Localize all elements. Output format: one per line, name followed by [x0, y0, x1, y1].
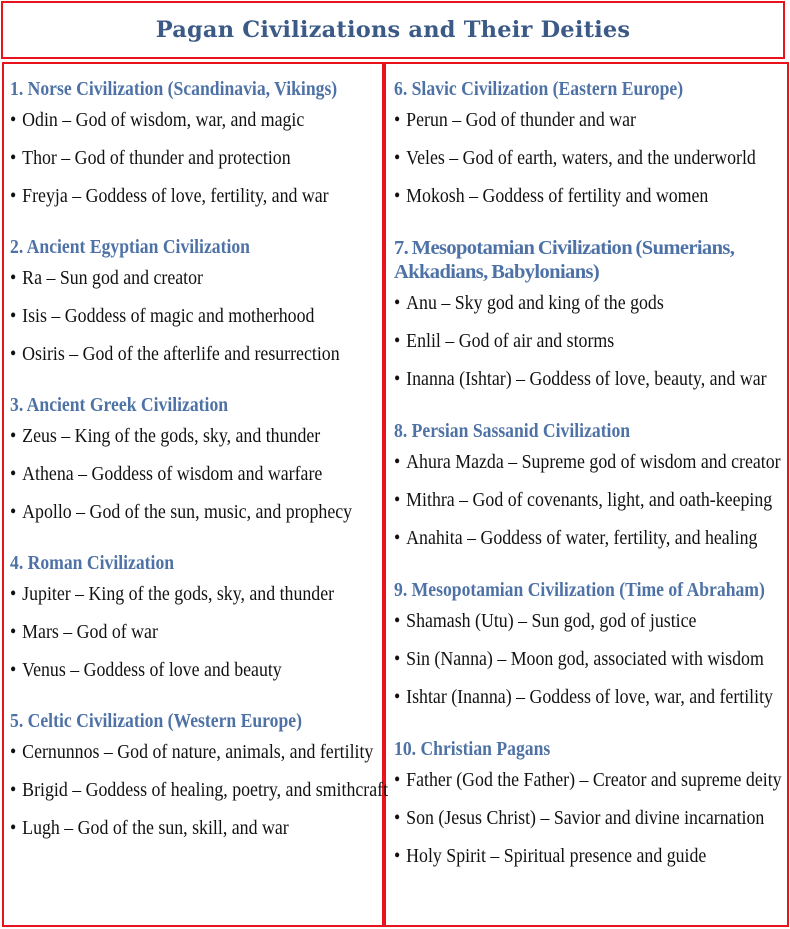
list-item — [394, 177, 737, 215]
section-heading: 8. Persian Sassanid Civilization — [394, 420, 631, 442]
list-item — [394, 640, 764, 678]
bullet-icon: • — [10, 343, 17, 365]
deity-text: Holy Spirit – Spiritual presence and guide — [406, 845, 707, 867]
bullet-icon: • — [394, 292, 401, 314]
list-item — [10, 733, 374, 771]
deity-list — [10, 417, 382, 531]
section-heading: 6. Slavic Civilization (Eastern Europe) — [394, 78, 684, 100]
list-item — [10, 613, 334, 651]
list-item — [10, 177, 334, 215]
list-item — [394, 322, 737, 360]
deity-text: Veles – God of earth, waters, and the underworld — [406, 147, 756, 169]
list-item — [10, 809, 334, 847]
list-item — [394, 443, 781, 481]
bullet-icon: • — [10, 109, 17, 131]
deity-text: Zeus – King of the gods, sky, and thunder — [22, 425, 321, 447]
deity-list — [394, 443, 788, 557]
civilization-section — [394, 236, 788, 398]
deity-list — [394, 284, 788, 398]
deity-text: Brigid – Goddess of healing, poetry, and smithcraft — [22, 779, 389, 801]
bullet-icon: • — [10, 147, 17, 169]
deity-text: Son (Jesus Christ) – Savior and divine incarnation — [406, 807, 765, 829]
deity-text: Athena – Goddess of wisdom and warfare — [22, 463, 323, 485]
deity-list — [10, 101, 382, 215]
bullet-icon: • — [10, 779, 17, 801]
deity-text: Freyja – Goddess of love, fertility, and war — [22, 185, 329, 207]
list-item — [10, 771, 389, 809]
bullet-icon: • — [394, 610, 401, 632]
section-heading: 4. Roman Civilization — [10, 552, 175, 574]
section-heading: 1. Norse Civilization (Scandinavia, Vikings) — [10, 78, 338, 100]
list-item — [10, 575, 334, 613]
bullet-icon: • — [394, 845, 401, 867]
deity-list — [10, 259, 382, 373]
list-item — [10, 455, 334, 493]
bullet-icon: • — [10, 185, 17, 207]
civilization-section — [394, 77, 788, 215]
deity-text: Thor – God of thunder and protection — [22, 147, 291, 169]
list-item — [10, 493, 353, 531]
deity-text: Osiris – God of the afterlife and resurrection — [22, 343, 340, 365]
bullet-icon: • — [394, 368, 401, 390]
bullet-icon: • — [394, 769, 401, 791]
civilization-section — [394, 419, 788, 557]
deity-text: Venus – Goddess of love and beauty — [22, 659, 282, 681]
deity-text: Isis – Goddess of magic and motherhood — [22, 305, 315, 327]
deity-list — [10, 575, 382, 689]
list-item — [394, 481, 773, 519]
bullet-icon: • — [394, 147, 401, 169]
title-banner — [1, 1, 785, 59]
deity-text: Ahura Mazda – Supreme god of wisdom and creator — [406, 451, 781, 473]
bullet-icon: • — [10, 501, 17, 523]
deity-text: Lugh – God of the sun, skill, and war — [22, 817, 289, 839]
deity-text: Apollo – God of the sun, music, and prophecy — [22, 501, 353, 523]
bullet-icon: • — [10, 817, 17, 839]
civilization-section — [10, 551, 382, 689]
list-item — [394, 284, 737, 322]
deity-text: Mokosh – Goddess of fertility and women — [406, 185, 709, 207]
bullet-icon: • — [10, 621, 17, 643]
bullet-icon: • — [10, 425, 17, 447]
list-item — [394, 761, 782, 799]
bullet-icon: • — [394, 527, 401, 549]
deity-text: Mithra – God of covenants, light, and oath-keeping — [406, 489, 773, 511]
section-heading: 3. Ancient Greek Civilization — [10, 394, 229, 416]
deity-text: Sin (Nanna) – Moon god, associated with wisdom — [406, 648, 764, 670]
deity-text: Mars – God of war — [22, 621, 158, 643]
bullet-icon: • — [10, 463, 17, 485]
deity-list — [10, 733, 389, 847]
deity-text: Ishtar (Inanna) – Goddess of love, war, and fertility — [406, 686, 773, 708]
list-item — [394, 360, 767, 398]
bullet-icon: • — [394, 807, 401, 829]
deity-text: Enlil – God of air and storms — [406, 330, 615, 352]
deity-text: Shamash (Utu) – Sun god, god of justice — [406, 610, 697, 632]
deity-text: Jupiter – King of the gods, sky, and thunder — [22, 583, 335, 605]
bullet-icon: • — [10, 659, 17, 681]
civilization-section — [394, 737, 788, 875]
deity-list — [394, 101, 788, 215]
civilization-section — [394, 578, 788, 716]
deity-text: Inanna (Ishtar) – Goddess of love, beauty, and war — [406, 368, 767, 390]
bullet-icon: • — [394, 451, 401, 473]
section-heading: 2. Ancient Egyptian Civilization — [10, 236, 250, 258]
list-item — [10, 139, 334, 177]
civilization-section — [10, 709, 389, 847]
bullet-icon: • — [394, 330, 401, 352]
deity-text: Perun – God of thunder and war — [406, 109, 637, 131]
page-title: Pagan Civilizations and Their Deities — [155, 17, 631, 43]
deity-list — [394, 602, 788, 716]
list-item — [394, 678, 773, 716]
list-item — [394, 139, 756, 177]
list-item — [394, 101, 737, 139]
deity-text: Anahita – Goddess of water, fertility, and healing — [406, 527, 758, 549]
list-item — [394, 837, 737, 875]
section-heading: 9. Mesopotamian Civilization (Time of Abraham) — [394, 579, 765, 601]
deity-text: Ra – Sun god and creator — [22, 267, 203, 289]
list-item — [10, 101, 334, 139]
section-heading: 5. Celtic Civilization (Western Europe) — [10, 710, 302, 732]
civilization-section — [10, 77, 382, 215]
bullet-icon: • — [10, 741, 17, 763]
bullet-icon: • — [394, 648, 401, 670]
section-heading: 10. Christian Pagans — [394, 738, 551, 760]
bullet-icon: • — [10, 267, 17, 289]
civilization-section — [10, 393, 382, 531]
left-column — [10, 62, 389, 847]
list-item — [10, 417, 334, 455]
bullet-icon: • — [394, 489, 401, 511]
deity-list — [394, 761, 788, 875]
right-column — [394, 62, 788, 875]
list-item — [10, 335, 340, 373]
deity-text: Father (God the Father) – Creator and supreme deity — [406, 769, 782, 791]
bullet-icon: • — [394, 185, 401, 207]
civilization-section — [10, 235, 382, 373]
list-item — [10, 651, 334, 689]
section-heading: 7. Mesopotamian Civilization (Sumerians, Akkadians, Babylonians) — [394, 237, 735, 283]
list-item — [394, 799, 765, 837]
bullet-icon: • — [10, 305, 17, 327]
list-item — [394, 602, 737, 640]
list-item — [10, 259, 334, 297]
list-item — [10, 297, 334, 335]
deity-text: Odin – God of wisdom, war, and magic — [22, 109, 305, 131]
bullet-icon: • — [10, 583, 17, 605]
bullet-icon: • — [394, 686, 401, 708]
deity-text: Anu – Sky god and king of the gods — [406, 292, 664, 314]
list-item — [394, 519, 758, 557]
deity-text: Cernunnos – God of nature, animals, and fertility — [22, 741, 374, 763]
bullet-icon: • — [394, 109, 401, 131]
